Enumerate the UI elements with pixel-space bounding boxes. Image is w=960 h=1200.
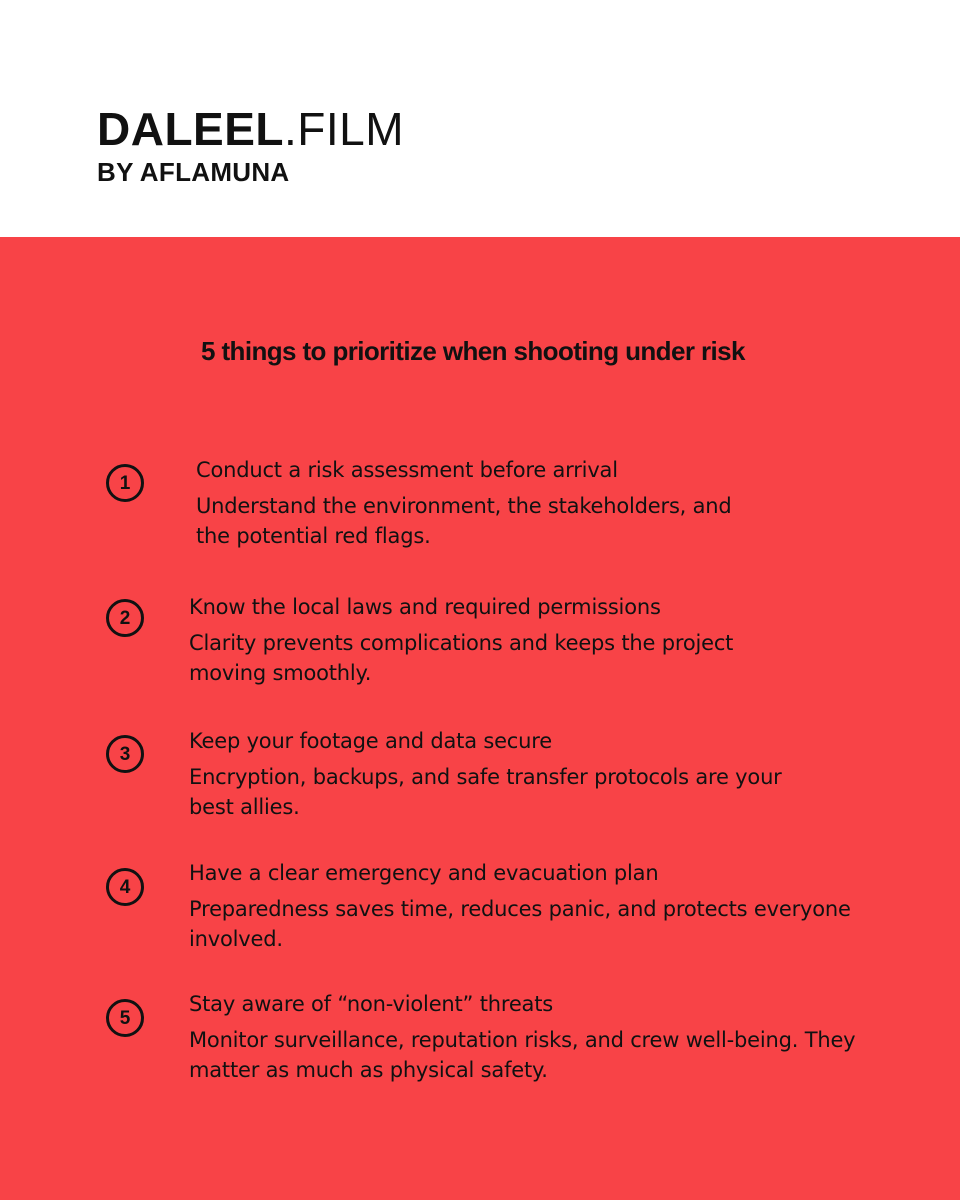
item-text (189, 592, 869, 688)
item-body: Clarity prevents complications and keeps the project moving smoothly. (189, 631, 734, 685)
item-body: Encryption, backups, and safe transfer protocols are your best allies. (189, 765, 782, 819)
item-heading: Conduct a risk assessment before arrival (196, 458, 618, 482)
number-badge: 4 (106, 868, 144, 906)
item-body: Preparedness saves time, reduces panic, and protects everyone involved. (189, 897, 851, 951)
item-body: Monitor surveillance, reputation risks, and crew well-being. They matter as much as physical safety. (189, 1028, 856, 1082)
number-badge: 5 (106, 999, 144, 1037)
item-heading: Have a clear emergency and evacuation plan (189, 861, 659, 885)
item-text (189, 989, 869, 1085)
number-badge: 2 (106, 599, 144, 637)
number-badge: 1 (106, 464, 144, 502)
brand-logo (97, 103, 405, 187)
brand-name (97, 103, 405, 155)
item-text (189, 858, 869, 954)
item-text (196, 455, 876, 551)
item-heading: Keep your footage and data secure (189, 729, 552, 753)
page-title: 5 things to prioritize when shooting under risk (201, 336, 745, 366)
item-heading: Know the local laws and required permissions (189, 595, 661, 619)
item-text (189, 726, 869, 822)
brand-name-bold: DALEEL (97, 103, 284, 155)
brand-byline: BY AFLAMUNA (97, 157, 290, 187)
brand-name-light: .FILM (284, 103, 405, 155)
item-heading: Stay aware of “non-violent” threats (189, 992, 553, 1016)
item-body: Understand the environment, the stakeholders, and the potential red flags. (196, 494, 732, 548)
number-badge: 3 (106, 735, 144, 773)
header (0, 0, 960, 237)
